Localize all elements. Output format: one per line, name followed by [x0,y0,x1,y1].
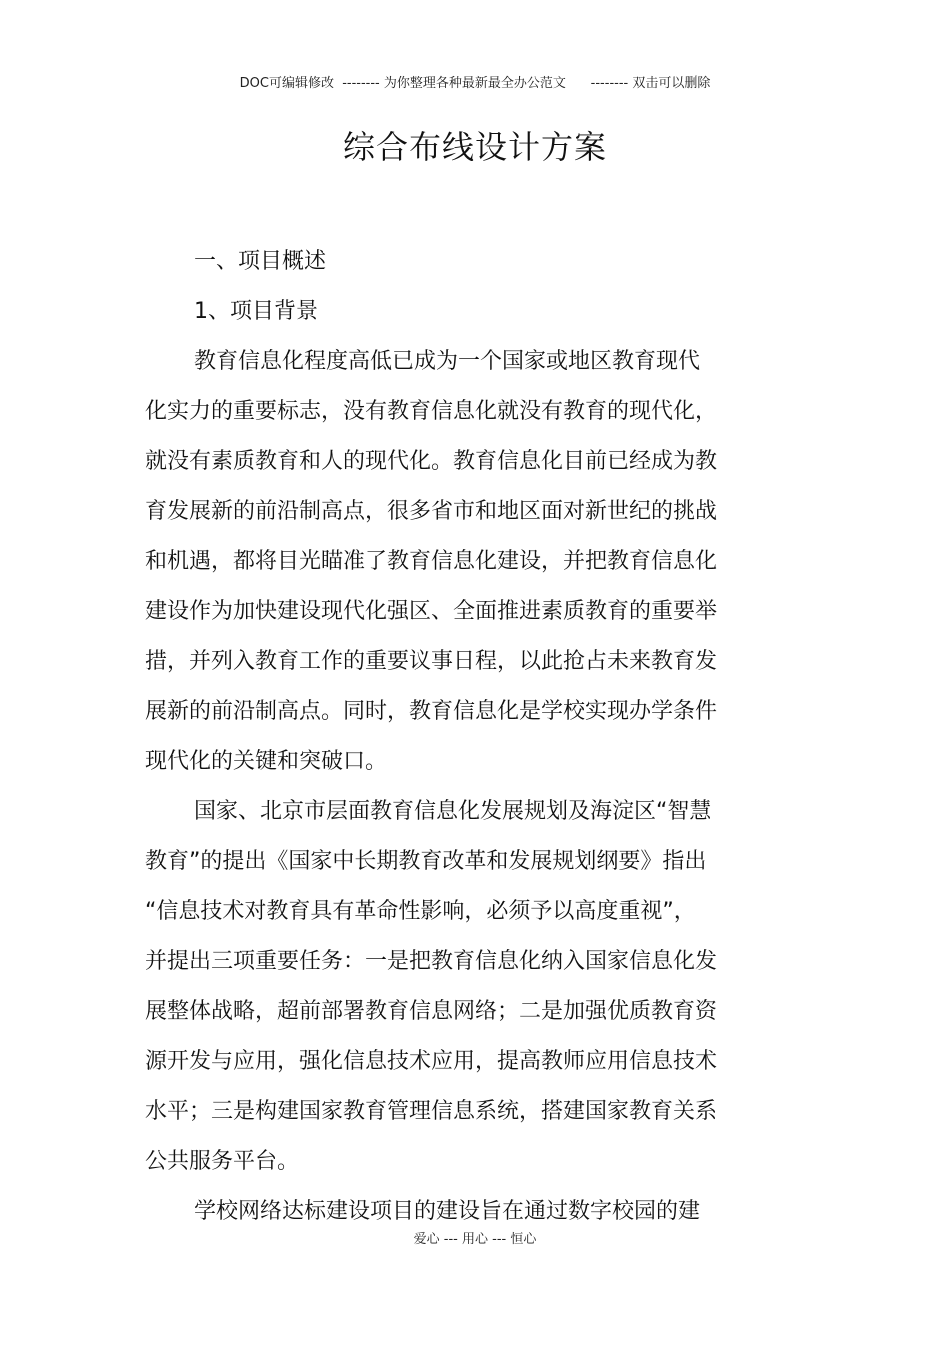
paragraph-line: 就没有素质教育和人的现代化。教育信息化目前已经成为教 [145,449,718,474]
paragraph-line: 展整体战略，超前部署教育信息网络；二是加强优质教育资 [145,999,718,1024]
paragraph-line: 化实力的重要标志，没有教育信息化就没有教育的现代化， [145,399,718,424]
section-heading: 一、项目概述 [194,249,327,274]
paragraph-line: 水平；三是构建国家教育管理信息系统，搭建国家教育关系 [145,1099,718,1124]
header-note: DOC可编辑修改 -------- 为你整理各种最新最全办公范文 -------- 双击可以删除 [239,76,711,91]
footer-note: 爱心 --- 用心 --- 恒心 [413,1232,537,1247]
paragraph-line: 源开发与应用，强化信息技术应用，提高教师应用信息技术 [145,1049,718,1074]
paragraph-line: 教育”的提出《国家中长期教育改革和发展规划纲要》指出 [145,849,707,874]
subsection-heading: 1、项目背景 [194,299,318,324]
paragraph-line: 现代化的关键和突破口。 [145,749,388,774]
paragraph-line: 措，并列入教育工作的重要议事日程，以此抢占未来教育发 [145,649,718,674]
paragraph-line: “信息技术对教育具有革命性影响，必须予以高度重视”， [145,899,696,924]
paragraph-line: 并提出三项重要任务：一是把教育信息化纳入国家信息化发 [145,949,718,974]
paragraph-line: 学校网络达标建设项目的建设旨在通过数字校园的建 [194,1199,701,1224]
paragraph-line: 和机遇，都将目光瞄准了教育信息化建设，并把教育信息化 [145,549,718,574]
paragraph-line: 育发展新的前沿制高点，很多省市和地区面对新世纪的挑战 [145,499,718,524]
paragraph-line: 建设作为加快建设现代化强区、全面推进素质教育的重要举 [145,599,718,624]
document-title: 综合布线设计方案 [342,128,607,166]
paragraph-line: 国家、北京市层面教育信息化发展规划及海淀区“智慧 [194,799,712,824]
paragraph-line: 教育信息化程度高低已成为一个国家或地区教育现代 [194,349,701,374]
paragraph-line: 公共服务平台。 [145,1149,300,1174]
paragraph-line: 展新的前沿制高点。同时，教育信息化是学校实现办学条件 [145,699,718,724]
